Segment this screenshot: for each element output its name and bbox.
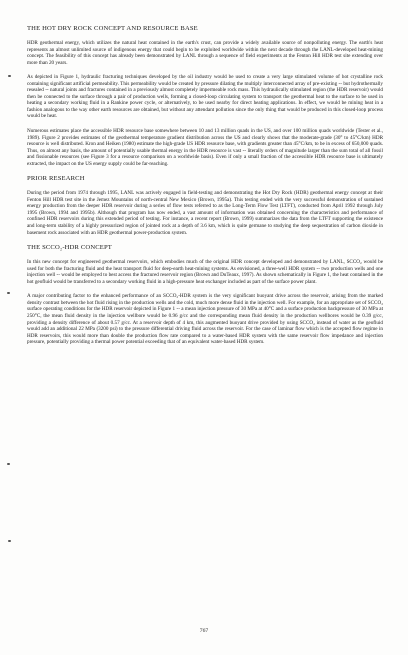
paragraph: As depicted in Figure 1, hydraulic fracturing techniques developed by the oil industry would be used to create a very large stimulated volume of hot crystalline rock containing significant artificial permeability. This permeability would be created by pressure dilating the multiply interconnected array of pre-existing -- but hydrothermally resealed -- natural joints and fractures contained in a previously almost completely impermeable rock mass. This hydraulically stimulated region (the HDR reservoir) would then be connected to the surface through a pair of production wells, forming a closed-loop circulating system to transport the geothermal heat to the surface to be used in heating a secondary working fluid in a Rankine power cycle, or alternatively, to be used nearby for direct heating applications. In effect, we would be mining heat in a fashion analogous to the way other earth resources are obtained, but without any attendant pollution since the only thing that would be produced in this closed-loop process would be heat. (27, 74, 383, 120)
paragraph: HDR geothermal energy, which utilizes the natural heat contained in the earth's crust, can provide a widely available source of nonpolluting energy. The earth's heat represents an almost unlimited source of indigenous energy that could begin to be exploited worldwide within the next decade through the LANL-developed heat-mining concept. The feasibility of this concept has already been demonstrated by LANL through a sequence of field experiments at the Fenton Hill HDR test site extending over more than 20 years. (27, 40, 383, 66)
section-prior-research (27, 175, 383, 236)
paragraph: In this new concept for engineered geothermal reservoirs, which embodies much of the original HDR concept developed and demonstrated by LANL, SCCO₂ would be used for both the fracturing fluid and the heat transport fluid for deep-earth heat-mining systems. As envisioned, a three-well HDR system -- two production wells and one injection well -- would be employed to best access the fractured reservoir region (Brown and DuTeaux, 1997). As shown schematically in Figure 1, the heat contained in the hot geofluid would be transferred to a secondary working fluid in a high-pressure heat exchanger included as part of the surface power plant. (27, 259, 383, 285)
section-heading: PRIOR RESEARCH (27, 175, 85, 183)
scan-speck (7, 463, 10, 465)
section-heading: THE HOT DRY ROCK CONCEPT AND RESOURCE BASE (27, 25, 198, 32)
section-scco2-concept (27, 244, 383, 346)
scan-speck (7, 292, 10, 294)
section-heading: THE SCCO₂-HDR CONCEPT (27, 244, 112, 252)
text-column (27, 25, 383, 354)
paragraph: Numerous estimates place the accessible HDR resource base somewhere between 10 and 13 million quads in the US, and over 100 million quads worldwide (Tester et al., 1989). Figure 2 provides estimates of the geothermal temperature gradient distribution across the US and clearly shows that the moderate-grade (30° to 45°C/km) HDR resource is well distributed. Kron and Heiken (1980) estimate the high-grade US HDR resource base, with gradients greater than 45°C/km, to be in excess of 650,000 quads. Thus, on almost any basis, the amount of potentially usable thermal energy in the HDR resource is vast -- literally orders of magnitude larger than the sum total of all fossil and fissionable resources (see Figure 3 for a resource comparison on a worldwide basis). Even if only a small fraction of the accessible HDR resource base is ultimately extracted, the impact on the US energy supply could be far-reaching. (27, 128, 383, 167)
scan-speck (8, 540, 11, 542)
paragraph: A major contributing factor to the enhanced performance of an SCCO₂-HDR system is the very significant buoyant drive across the reservoir, arising from the marked density contrast between the hot fluid rising in the production wells and the cold, much more dense fluid in the injection well. For example, for an appropriate set of SCCO₂ surface operating conditions for the HDR reservoir depicted in Figure 1 -- a mean injection pressure of 30 MPa at 40°C and a surface production backpressure of 30 MPa at 250°C, the mean fluid density in the injection wellbore would be 0.96 g/cc and the corresponding mean fluid density in the production wellbores would be 0.39 g/cc, providing a density difference of about 0.57 g/cc. At a reservoir depth of 4 km, this augmented buoyant drive provided by using SCCO₂ instead of water as the geofluid would add an additional 22 MPa (3200 psi) to the pressure differential driving fluid across the reservoir. For the case of laminar flow which is the accepted flow regime in HDR reservoirs, this would more than double the production flow rate compared to a water-based HDR system with the same reservoir flow impedance and injection pressure, potentially providing a thermal power potential exceeding that of an equivalent water-based HDR system. (27, 293, 383, 346)
section-concept (27, 25, 383, 167)
scan-speck (8, 75, 11, 77)
paragraph: During the period from 1974 through 1995, LANL was actively engaged in field-testing and demonstrating the Hot Dry Rock (HDR) geothermal energy concept at their Fenton Hill HDR test site in the Jemez Mountains of north-central New Mexico (Brown, 1995a). This testing ended with the very successful demonstration of sustained energy production from the deeper HDR reservoir during a series of flow tests referred to as the Long-Term Flow Test (LTFT), conducted from April 1992 through July 1995 (Brown, 1994 and 1995b). Although that program has now ended, a vast amount of information was obtained concerning the characteristics and performance of confined HDR reservoirs during this extended period of testing. For instance, a recent report (Brown, 1999) summarizes the data from the LTFT supporting the existence and long-term stability of a highly pressurized region of jointed rock at a depth of 3.6 km, which is quite germane to studying the deep sequestration of carbon dioxide in basement rock associated with an HDR geothermal power-production system. (27, 190, 383, 236)
page-number: 767 (199, 628, 209, 634)
